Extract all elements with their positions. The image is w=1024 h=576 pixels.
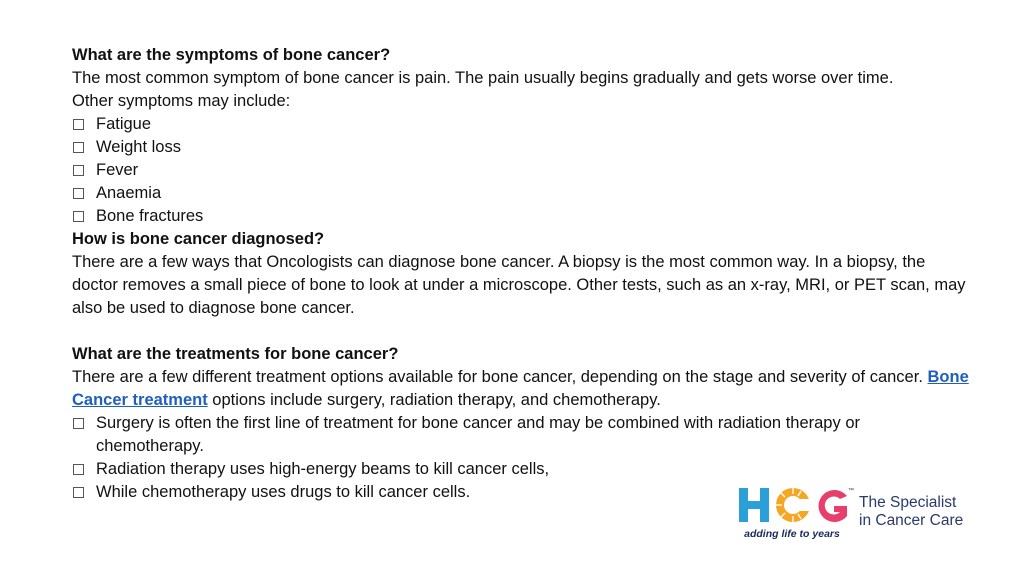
symptoms-intro: Other symptoms may include: bbox=[72, 92, 291, 110]
symptom-bullet-weight-loss bbox=[72, 136, 972, 159]
slogan-line-2: in Cancer Care bbox=[859, 512, 964, 529]
treatment-text-end: options include surgery, radiation therapy, and chemotherapy. bbox=[207, 391, 661, 409]
bullet-text: Bone fractures bbox=[96, 207, 204, 225]
treatment-bullet-surgery bbox=[72, 412, 972, 458]
logo-tagline: adding life to years bbox=[744, 528, 840, 540]
bullet-text: Fatigue bbox=[96, 115, 152, 133]
treatment-bullet-radiation bbox=[72, 458, 972, 481]
slogan-line-1: The Specialist bbox=[859, 494, 957, 511]
symptoms-paragraph: The most common symptom of bone cancer is pain. The pain usually begins gradually and gets worse over time. bbox=[72, 69, 894, 87]
treatment-heading: What are the treatments for bone cancer? bbox=[72, 345, 399, 363]
checkbox-bullet-icon bbox=[73, 142, 84, 153]
diagnosis-paragraph: There are a few ways that Oncologists can diagnose bone cancer. A biopsy is the most common way. In a biopsy, the doctor removes a small piece of bone to look at under a microscope. Other tests, such as an x-ray, MRI, or PET scan, may also be used to diagnose bone cancer. bbox=[72, 253, 966, 317]
bullet-text: While chemotherapy uses drugs to kill cancer cells. bbox=[96, 483, 471, 501]
symptom-bullet-bone-fractures bbox=[72, 205, 972, 228]
article bbox=[72, 44, 972, 504]
treatment-paragraph bbox=[72, 366, 972, 412]
checkbox-bullet-icon bbox=[73, 119, 84, 130]
symptom-bullet-fatigue bbox=[72, 113, 972, 136]
spacer bbox=[72, 320, 972, 343]
bullet-text: Surgery is often the first line of treatment for bone cancer and may be combined with radiation therapy or chemotherapy. bbox=[96, 414, 860, 455]
symptoms-heading: What are the symptoms of bone cancer? bbox=[72, 46, 391, 64]
bullet-text: Fever bbox=[96, 161, 139, 179]
bone-cancer-treatment-link[interactable]: Bone Cancer treatment bbox=[72, 368, 969, 409]
checkbox-bullet-icon bbox=[73, 418, 84, 429]
checkbox-bullet-icon bbox=[73, 487, 84, 498]
bullet-text: Radiation therapy uses high-energy beams to kill cancer cells, bbox=[96, 460, 550, 478]
bullet-text: Weight loss bbox=[96, 138, 181, 156]
logo-slogan bbox=[859, 494, 963, 530]
checkbox-bullet-icon bbox=[73, 464, 84, 475]
checkbox-bullet-icon bbox=[73, 211, 84, 222]
symptom-bullet-fever bbox=[72, 159, 972, 182]
bullet-text: Anaemia bbox=[96, 184, 162, 202]
checkbox-bullet-icon bbox=[73, 165, 84, 176]
treatment-text-start: There are a few different treatment options available for bone cancer, depending on the stage and severity of cancer. bbox=[72, 368, 928, 386]
hcg-logo-mark-icon bbox=[737, 484, 857, 528]
hcg-logo bbox=[737, 484, 977, 546]
checkbox-bullet-icon bbox=[73, 188, 84, 199]
svg-text:™: ™ bbox=[848, 488, 854, 494]
symptom-bullet-anaemia bbox=[72, 182, 972, 205]
diagnosis-heading: How is bone cancer diagnosed? bbox=[72, 230, 325, 248]
